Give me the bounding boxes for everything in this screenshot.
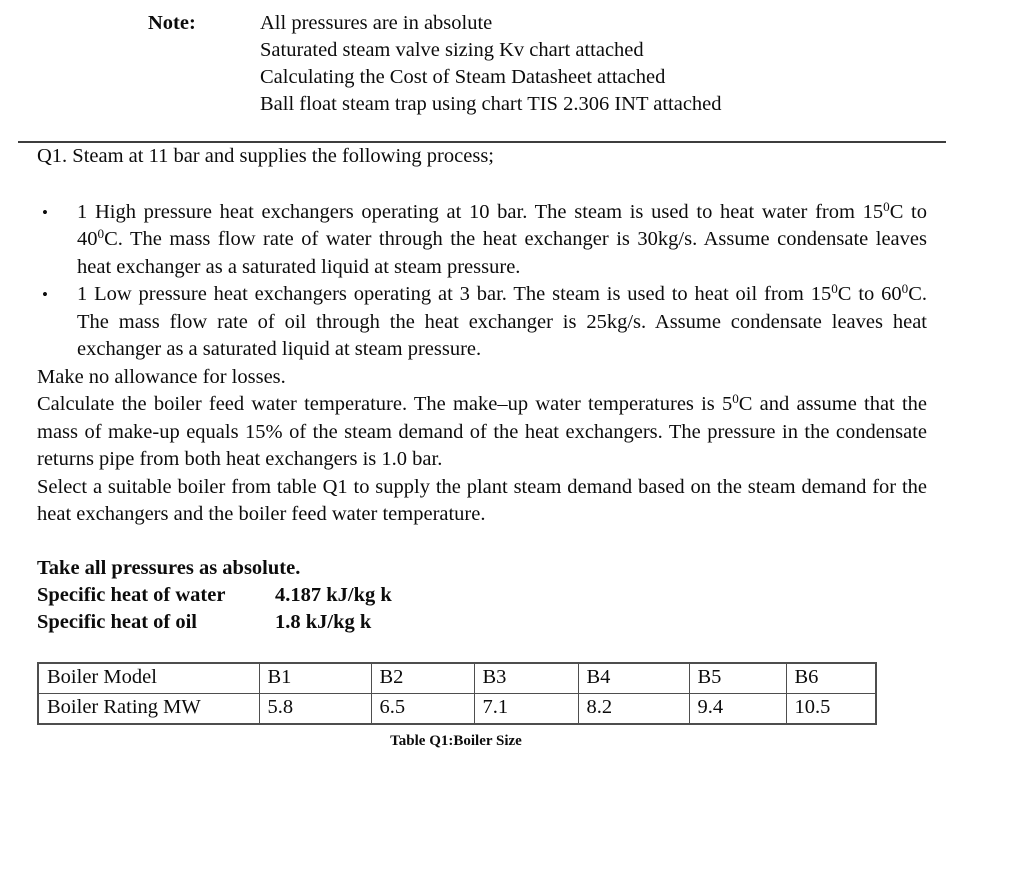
table-cell: B3 xyxy=(474,663,578,694)
para-select: Select a suitable boiler from table Q1 to supply the plant steam demand based on the steam demand for the heat exchangers and the boiler feed water temperature. xyxy=(37,475,927,525)
table-cell: 6.5 xyxy=(371,693,474,724)
table-cell: B4 xyxy=(578,663,689,694)
table-cell: 9.4 xyxy=(689,693,786,724)
table-cell: Boiler Rating MW xyxy=(38,693,259,724)
para-losses: Make no allowance for losses. xyxy=(37,365,286,388)
table-cell: Boiler Model xyxy=(38,663,259,694)
table-row-rating xyxy=(38,693,876,724)
note-label: Note: xyxy=(148,12,196,34)
assumption-value: 4.187 kJ/kg k xyxy=(275,583,392,606)
assumptions-block xyxy=(37,555,927,636)
boiler-size-table xyxy=(37,662,877,725)
assumption-row xyxy=(37,582,927,609)
note-item: Calculating the Cost of Steam Datasheet attached xyxy=(260,66,666,88)
question-heading: Q1. Steam at 11 bar and supplies the following process; xyxy=(37,145,494,167)
table-cell: B5 xyxy=(689,663,786,694)
note-item: All pressures are in absolute xyxy=(260,12,493,34)
assumption-value: 1.8 kJ/kg k xyxy=(275,610,372,633)
note-block xyxy=(148,0,1024,118)
assumption-title: Take all pressures as absolute. xyxy=(37,556,301,579)
table-cell: 5.8 xyxy=(259,693,371,724)
table-cell: 8.2 xyxy=(578,693,689,724)
bullet-list xyxy=(37,199,927,364)
question-body xyxy=(37,143,927,755)
table-caption: Table Q1:Boiler Size xyxy=(390,732,522,749)
assumption-label: Specific heat of oil xyxy=(37,610,197,633)
bullet-item-high-pressure xyxy=(37,199,927,282)
assumption-label: Specific heat of water xyxy=(37,583,226,606)
table-row-model xyxy=(38,663,876,694)
table-cell: B6 xyxy=(786,663,876,694)
para-calculate: Calculate the boiler feed water temperature. The make–up water temperatures is $5^0C$ and assume that the mass of make-up equals 15% of the steam demand of the heat exchangers. The pressure in the condensate returns pipe from both heat exchangers is 1.0 bar. xyxy=(37,391,928,470)
assumption-row xyxy=(37,609,927,636)
bullet-text: 1 High pressure heat exchangers operating at 10 bar. The steam is used to heat water from $15^0C$ to $40^0C$. The mass flow rate of water through the heat exchanger is 30kg/s. Assume condensate leaves heat exchanger as a saturated liquid at steam pressure. xyxy=(77,198,928,278)
table-cell: 10.5 xyxy=(786,693,876,724)
bullet-icon: • xyxy=(42,202,48,222)
note-items xyxy=(260,10,1024,118)
bullet-text: 1 Low pressure heat exchangers operating at 3 bar. The steam is used to heat oil from $15^0C$ to $60^0C$. The mass flow rate of oil through the heat exchanger is 25kg/s. Assume condensate leaves heat exchanger as a saturated liquid at steam pressure. xyxy=(77,281,927,360)
bullet-icon: • xyxy=(42,285,48,304)
note-item: Ball float steam trap using chart TIS 2.306 INT attached xyxy=(260,93,722,115)
note-item: Saturated steam valve sizing Kv chart attached xyxy=(260,39,644,61)
table-cell: B1 xyxy=(259,663,371,694)
table-cell: B2 xyxy=(371,663,474,694)
table-cell: 7.1 xyxy=(474,693,578,724)
bullet-item-low-pressure xyxy=(37,281,927,364)
